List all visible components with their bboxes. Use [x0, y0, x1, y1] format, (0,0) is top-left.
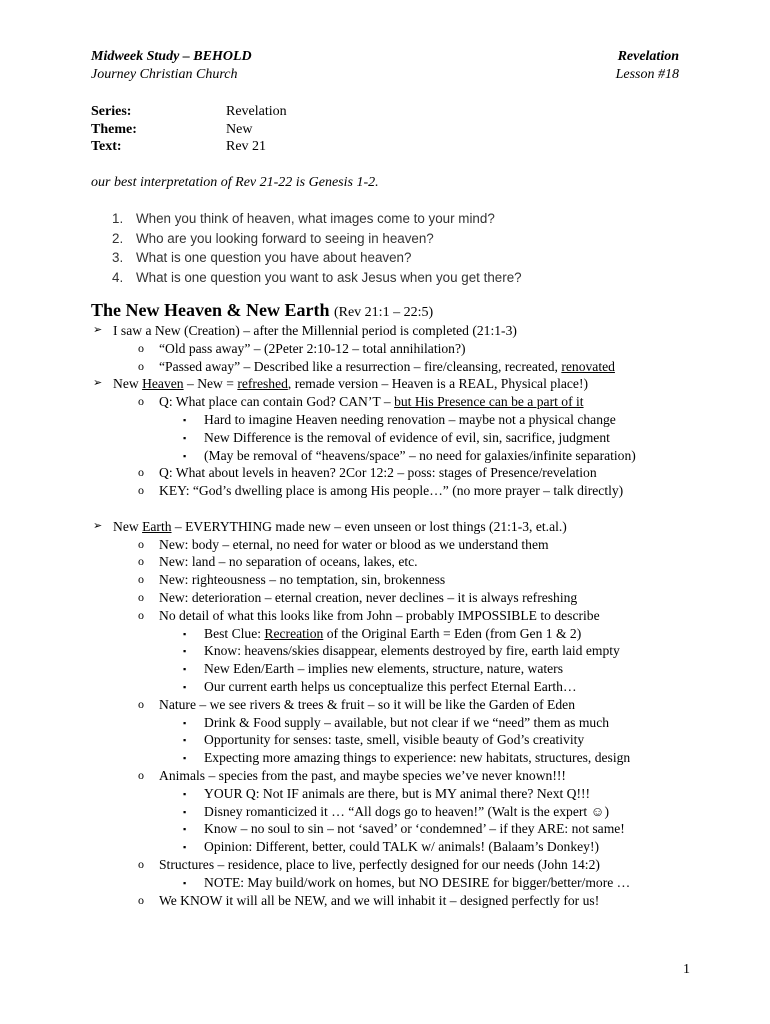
outline-text: “Passed away” – Described like a resurrection – fire/cleansing, recreated, renovated — [159, 358, 615, 374]
circle-bullet-icon: o — [138, 465, 144, 480]
square-bullet-icon: ▪ — [183, 753, 187, 764]
outline-item-level-3 — [0, 714, 770, 732]
outline-item-level-2 — [0, 607, 770, 625]
section-title: The New Heaven & New Earth — [91, 300, 330, 320]
outline-text: Animals – species from the past, and maybe species we’ve never known!!! — [159, 767, 566, 783]
outline-text: Know: heavens/skies disappear, elements destroyed by fire, earth laid empty — [204, 643, 620, 659]
outline-item-level-2 — [0, 393, 770, 411]
outline-text: New: body – eternal, no need for water or blood as we understand them — [159, 536, 549, 552]
outline-item-level-2 — [0, 340, 770, 358]
outline-text: Opinion: Different, better, could TALK w/ animals! (Balaam’s Donkey!) — [204, 839, 600, 855]
outline-item-level-3 — [0, 820, 770, 838]
meta-key: Series: — [91, 104, 132, 119]
outline-text: Disney romanticized it … “All dogs go to heaven!” (Walt is the expert ☺) — [204, 803, 609, 819]
outline-list — [0, 322, 770, 909]
outline-text: New Earth – EVERYTHING made new – even unseen or lost things (21:1-3, et.al.) — [113, 518, 567, 534]
square-bullet-icon: ▪ — [183, 664, 187, 675]
square-bullet-icon: ▪ — [183, 646, 187, 657]
square-bullet-icon: ▪ — [183, 824, 187, 835]
circle-bullet-icon: o — [138, 696, 144, 711]
question-text: What is one question you want to ask Jesus when you get there? — [136, 269, 522, 285]
square-bullet-icon: ▪ — [183, 806, 187, 817]
outline-item-level-2 — [0, 589, 770, 607]
meta-key: Text: — [91, 139, 122, 154]
arrow-bullet-icon: ➢ — [93, 324, 103, 336]
circle-bullet-icon: o — [138, 767, 144, 782]
question-text: When you think of heaven, what images come to your mind? — [136, 211, 495, 226]
section-heading — [91, 300, 433, 321]
outline-item-level-3 — [0, 803, 770, 821]
circle-bullet-icon: o — [138, 358, 144, 373]
underlined-text: refreshed — [237, 376, 288, 392]
square-bullet-icon: ▪ — [183, 717, 187, 728]
meta-value: Rev 21 — [226, 139, 267, 154]
outline-item-level-1 — [0, 375, 770, 393]
question-number: 1. — [112, 211, 124, 226]
underlined-text: Earth — [142, 518, 172, 534]
header-left-subtitle: Journey Christian Church — [91, 67, 238, 82]
outline-item-level-2 — [0, 536, 770, 554]
outline-item-level-3 — [0, 838, 770, 856]
question-list — [112, 209, 522, 287]
section-reference: (Rev 21:1 – 22:5) — [333, 305, 434, 320]
circle-bullet-icon: o — [138, 856, 144, 871]
meta-key: Theme: — [91, 121, 137, 137]
outline-text: I saw a New (Creation) – after the Millennial period is completed (21:1-3) — [113, 323, 517, 338]
outline-item-level-3 — [0, 447, 770, 465]
question-item — [112, 268, 522, 288]
circle-bullet-icon: o — [138, 607, 144, 622]
outline-item-level-1 — [0, 322, 770, 340]
outline-item-level-2 — [0, 482, 770, 500]
outline-text: New: deterioration – eternal creation, never declines – it is always refreshing — [159, 589, 578, 605]
outline-text: “Old pass away” – (2Peter 2:10-12 – total annihilation?) — [159, 340, 466, 356]
header-left-title: Midweek Study – BEHOLD — [91, 49, 252, 64]
outline-item-level-2 — [0, 856, 770, 874]
outline-item-level-3 — [0, 731, 770, 749]
square-bullet-icon: ▪ — [183, 628, 187, 639]
outline-item-level-3 — [0, 749, 770, 767]
square-bullet-icon: ▪ — [183, 681, 187, 692]
outline-text: Expecting more amazing things to experience: new habitats, structures, design — [204, 750, 631, 766]
outline-item-level-3 — [0, 660, 770, 678]
outline-item-level-2 — [0, 767, 770, 785]
question-item — [112, 248, 522, 268]
outline-item-level-2 — [0, 696, 770, 714]
outline-text: Know – no soul to sin – not ‘saved’ or ‘condemned’ – if they ARE: not same! — [204, 821, 625, 837]
circle-bullet-icon: o — [138, 394, 144, 409]
outline-item-level-3 — [0, 429, 770, 447]
square-bullet-icon: ▪ — [183, 414, 187, 425]
circle-bullet-icon: o — [138, 554, 144, 569]
outline-text: Opportunity for senses: taste, smell, visible beauty of God’s creativity — [204, 732, 585, 748]
outline-item-level-3 — [0, 642, 770, 660]
question-text: What is one question you have about heaven? — [136, 250, 412, 265]
blank-line — [0, 500, 770, 518]
outline-text: NOTE: May build/work on homes, but NO DESIRE for bigger/better/more … — [204, 874, 631, 890]
outline-item-level-2 — [0, 553, 770, 571]
outline-text: Q: What place can contain God? CAN’T – but His Presence can be a part of it — [159, 394, 584, 410]
circle-bullet-icon: o — [138, 483, 144, 498]
question-text: Who are you looking forward to seeing in heaven? — [136, 230, 434, 246]
outline-item-level-3 — [0, 785, 770, 803]
square-bullet-icon: ▪ — [183, 842, 187, 853]
outline-text: New: righteousness – no temptation, sin, brokenness — [159, 572, 446, 588]
outline-item-level-2 — [0, 892, 770, 910]
outline-item-level-3 — [0, 874, 770, 892]
underlined-text: but His Presence can be a part of it — [394, 394, 584, 410]
outline-item-level-2 — [0, 464, 770, 482]
circle-bullet-icon: o — [138, 340, 144, 355]
outline-item-level-3 — [0, 678, 770, 696]
arrow-bullet-icon: ➢ — [93, 519, 103, 532]
underlined-text: Heaven — [142, 376, 184, 392]
outline-text: Best Clue: Recreation of the Original Earth = Eden (from Gen 1 & 2) — [204, 625, 582, 641]
meta-value: New — [226, 121, 253, 137]
square-bullet-icon: ▪ — [183, 450, 187, 461]
meta-value: Revelation — [226, 104, 287, 119]
circle-bullet-icon: o — [138, 589, 144, 604]
outline-text: New Difference is the removal of evidence of evil, sin, sacrifice, judgment — [204, 429, 610, 445]
question-item — [112, 229, 522, 249]
outline-text: Hard to imagine Heaven needing renovation – maybe not a physical change — [204, 411, 616, 427]
square-bullet-icon: ▪ — [183, 735, 187, 746]
underlined-text: renovated — [561, 358, 615, 374]
outline-text: YOUR Q: Not IF animals are there, but is MY animal there? Next Q!!! — [204, 785, 591, 801]
outline-text: (May be removal of “heavens/space” – no need for galaxies/infinite separation) — [204, 447, 636, 463]
outline-item-level-1 — [0, 518, 770, 536]
outline-text: Q: What about levels in heaven? 2Cor 12:2 – poss: stages of Presence/revelation — [159, 465, 597, 481]
circle-bullet-icon: o — [138, 892, 144, 907]
square-bullet-icon: ▪ — [183, 877, 187, 888]
circle-bullet-icon: o — [138, 572, 144, 587]
outline-text: Nature – we see rivers & trees & fruit – so it will be like the Garden of Eden — [159, 696, 575, 712]
question-number: 3. — [112, 250, 124, 265]
header-right-title: Revelation — [617, 49, 679, 64]
outline-text: New Eden/Earth – implies new elements, structure, nature, waters — [204, 661, 563, 677]
outline-text: KEY: “God’s dwelling place is among His people…” (no more prayer – talk directly) — [159, 483, 624, 499]
header-right-subtitle: Lesson #18 — [615, 67, 679, 82]
outline-text: Our current earth helps us conceptualize this perfect Eternal Earth… — [204, 678, 577, 694]
question-item — [112, 209, 522, 229]
outline-text: Drink & Food supply – available, but not clear if we “need” them as much — [204, 714, 610, 730]
outline-text: No detail of what this looks like from John – probably IMPOSSIBLE to describe — [159, 607, 600, 623]
outline-item-level-3 — [0, 625, 770, 643]
arrow-bullet-icon: ➢ — [93, 377, 103, 390]
intro-line: our best interpretation of Rev 21-22 is Genesis 1-2. — [91, 175, 379, 190]
circle-bullet-icon: o — [138, 536, 144, 551]
outline-text: New Heaven – New = refreshed, remade version – Heaven is a REAL, Physical place!) — [113, 376, 588, 392]
outline-text: New: land – no separation of oceans, lakes, etc. — [159, 554, 418, 570]
outline-item-level-2 — [0, 358, 770, 376]
page-number: 1 — [683, 962, 690, 977]
underlined-text: Recreation — [264, 625, 324, 641]
outline-text: Structures – residence, place to live, perfectly designed for our needs (John 14:2) — [159, 856, 600, 872]
outline-item-level-3 — [0, 411, 770, 429]
outline-text: We KNOW it will all be NEW, and we will inhabit it – designed perfectly for us! — [159, 892, 600, 908]
outline-item-level-2 — [0, 571, 770, 589]
question-number: 2. — [112, 230, 124, 246]
square-bullet-icon: ▪ — [183, 788, 187, 799]
question-number: 4. — [112, 269, 124, 285]
square-bullet-icon: ▪ — [183, 432, 187, 443]
